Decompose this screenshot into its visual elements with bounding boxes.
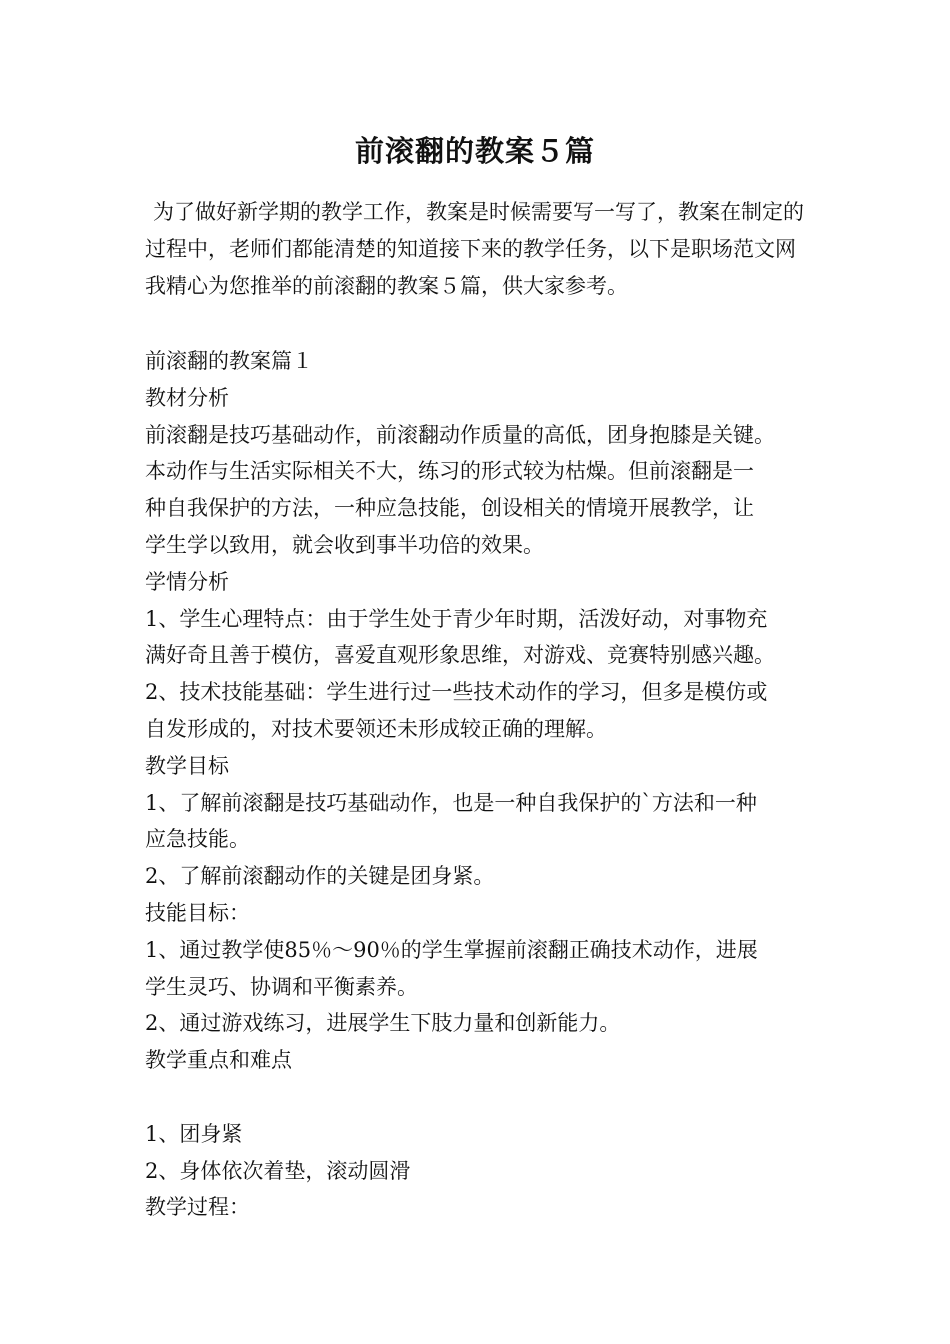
text-line: 2、通过游戏练习，进展学生下肢力量和创新能力。: [145, 1011, 621, 1036]
text-line: 2、身体依次着垫，滚动圆滑: [145, 1158, 411, 1183]
text-line: 1、了解前滚翻是技巧基础动作，也是一种自我保护的`方法和一种: [145, 790, 757, 815]
text-line: 自发形成的，对技术要领还未形成较正确的理解。: [145, 716, 607, 741]
text-line: 2、技术技能基础：学生进行过一些技术动作的学习，但多是模仿或: [145, 680, 768, 705]
document-title: 前滚翻的教案５篇: [354, 134, 595, 168]
blank-line: [145, 1079, 835, 1116]
text-line: 应急技能。: [145, 827, 250, 852]
subheading: 教学目标: [145, 753, 229, 778]
text-line: 本动作与生活实际相关不大，练习的形式较为枯燥。但前滚翻是一: [145, 459, 754, 484]
subheading: 教学过程：: [145, 1195, 250, 1220]
text-line: 1、团身紧: [145, 1121, 243, 1146]
subheading: 技能目标：: [145, 900, 250, 925]
body-text: [145, 343, 835, 1226]
text-line: 学生学以致用，就会收到事半功倍的效果。: [145, 532, 544, 557]
text-line: 前滚翻是技巧基础动作，前滚翻动作质量的高低，团身抱膝是关键。: [145, 422, 775, 447]
subheading: 教学重点和难点: [145, 1048, 292, 1073]
text-line: 1、学生心理特点：由于学生处于青少年时期，活泼好动，对事物充: [145, 606, 768, 631]
text-line: 种自我保护的方法，一种应急技能，创设相关的情境开展教学，让: [145, 496, 754, 521]
text-line: 2、了解前滚翻动作的关键是团身紧。: [145, 864, 495, 889]
text-line: 1、通过教学使85％～90％的学生掌握前滚翻正确技术动作，进展: [145, 937, 758, 962]
intro-paragraph: 为了做好新学期的教学工作，教案是时候需要写一写了，教案在制定的过程中，老师们都能清楚的知道接下来的教学任务，以下是职场范文网我精心为您推举的前滚翻的教案５篇，供大家参考。: [145, 200, 804, 298]
text-line: 满好奇且善于模仿，喜爱直观形象思维，对游戏、竞赛特别感兴趣。: [145, 643, 775, 668]
subheading: 教材分析: [145, 385, 229, 410]
text-line: 学生灵巧、协调和平衡素养。: [145, 974, 418, 999]
subheading: 学情分析: [145, 569, 229, 594]
section-heading: 前滚翻的教案篇１: [145, 349, 313, 373]
